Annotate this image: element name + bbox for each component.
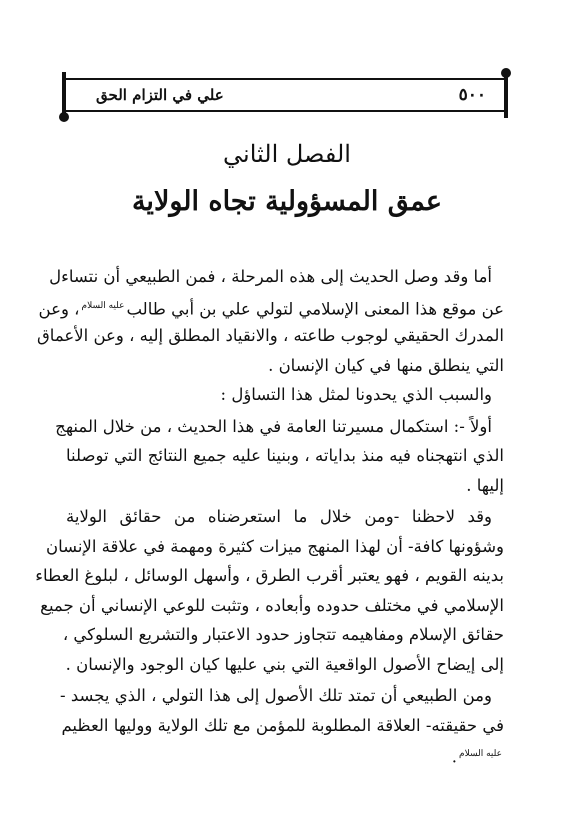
header-left-ornament bbox=[59, 112, 69, 122]
running-title: علي في التزام الحق bbox=[96, 86, 224, 104]
paragraph-3 bbox=[55, 412, 504, 501]
page-header bbox=[66, 78, 504, 112]
header-right-ornament bbox=[501, 68, 511, 78]
text-line: أولاً -: استكمال مسيرتنا العامة في هذا الحديث ، من خلال المنهج bbox=[55, 416, 492, 436]
text-line: الإسلامي في مختلف حدوده وأبعاده ، وتثبت للوعي الإنساني أن جميع bbox=[40, 595, 504, 615]
chapter-label: الفصل الثاني bbox=[223, 140, 351, 168]
text-line: وشؤونها كافة- أن لهذا المنهج ميزات كثيرة ومهمة في علاقة الإنسان bbox=[45, 536, 504, 556]
chapter-title: عمق المسؤولية تجاه الولاية bbox=[131, 186, 443, 217]
header-right-bar bbox=[504, 72, 508, 118]
text-line: التي ينطلق منها في كيان الإنسان . bbox=[268, 355, 504, 375]
text-line: والسبب الذي يحدونا لمثل هذا التساؤل : bbox=[220, 385, 492, 404]
text-line: وقد لاحظنا -ومن خلال ما استعرضناه من حقائق الولاية bbox=[66, 507, 492, 526]
text-line: بدينه القويم ، فهو يعتبر أقرب الطرق ، وأسهل الوسائل ، لبلوغ العطاء bbox=[35, 566, 504, 585]
text-span: . bbox=[451, 747, 458, 767]
text-line: المدرك الحقيقي لوجوب طاعته ، والانقياد المطلق إليه ، وعن الأعماق bbox=[37, 326, 504, 345]
paragraph-4 bbox=[35, 502, 504, 679]
text-line: إلى إيضاح الأصول الواقعية التي بني عليها كيان الوجود والإنسان . bbox=[65, 654, 504, 674]
paragraph-1 bbox=[37, 262, 504, 380]
text-line: ومن الطبيعي أن تمتد تلك الأصول إلى هذا التولي ، الذي يجسد - bbox=[60, 686, 492, 705]
honorific-mark: عليه السلام bbox=[459, 749, 502, 759]
paragraph-5 bbox=[60, 681, 504, 770]
body-text bbox=[35, 262, 504, 770]
text-line: في حقيقته- العلاقة المطلوبة للمؤمن مع تلك الولاية ووليها العظيم bbox=[61, 715, 504, 735]
text-line: أما وقد وصل الحديث إلى هذه المرحلة ، فمن الطبيعي أن نتساءل bbox=[49, 267, 492, 286]
text-span: عن موقع هذا المعنى الإسلامي لتولي علي بن أبي طالب bbox=[126, 299, 504, 318]
paragraph-2 bbox=[66, 380, 504, 410]
text-line bbox=[38, 292, 504, 322]
text-line: الذي انتهجناه فيه منذ بداياته ، وبنينا عليه جميع النتائج التي توصلنا bbox=[66, 446, 504, 465]
page-number: ٥٠٠ bbox=[458, 85, 486, 105]
text-span: ، وعن bbox=[38, 299, 80, 318]
honorific-mark: عليه السلام bbox=[81, 300, 125, 311]
text-line bbox=[66, 740, 504, 770]
text-line: حقائق الإسلام ومفاهيمه تتجاوز حدود الاعتبار والتشريع السلوكي ، bbox=[62, 625, 504, 644]
text-line: إليها . bbox=[466, 475, 504, 495]
